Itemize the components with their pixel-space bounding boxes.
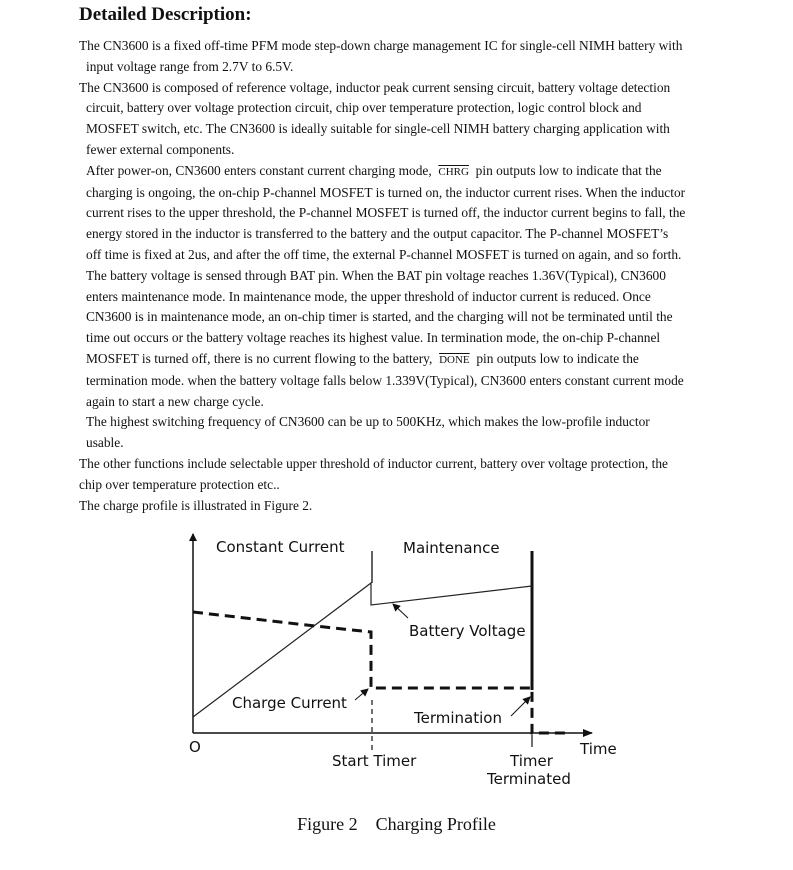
text-line: After power-on, CN3600 enters constant current charging mode, (86, 162, 432, 178)
text-line: The other functions include selectable upper threshold of inductor current, battery over voltage protection, the (79, 455, 668, 471)
text-line: input voltage range from 2.7V to 6.5V. (86, 58, 294, 74)
label-terminated: Terminated (487, 770, 571, 788)
text-line: The battery voltage is sensed through BAT pin. When the BAT pin voltage reaches 1.36V(Typical), CN3600 (86, 267, 666, 283)
text-line: The highest switching frequency of CN3600 can be up to 500KHz, which makes the low-profile inductor (86, 414, 650, 430)
text-line: fewer external components. (86, 141, 235, 157)
text-line: current rises to the upper threshold, the P-channel MOSFET is turned off, the inductor current begins to fall, the (86, 205, 686, 221)
text-line: The charge profile is illustrated in Figure 2. (79, 497, 313, 513)
label-time: Time (580, 740, 617, 758)
chrg-pin: CHRG (438, 165, 469, 178)
text-line: MOSFET switch, etc. The CN3600 is ideally suitable for single-cell NIMH battery charging application with (86, 121, 670, 137)
caption-number: Figure 2 (297, 814, 358, 834)
label-origin: O (189, 738, 201, 756)
label-start-timer: Start Timer (332, 752, 417, 770)
termination-pointer (511, 697, 530, 716)
text-line: usable. (86, 435, 124, 451)
text-line: pin outputs low to indicate that the (475, 162, 662, 178)
text-line: chip over temperature protection etc.. (79, 476, 280, 492)
battery-voltage-pointer (393, 604, 408, 618)
section-heading: Detailed Description: (79, 4, 252, 25)
text-line: The CN3600 is composed of reference voltage, inductor peak current sensing circuit, battery voltage detection (79, 79, 671, 95)
text-line: again to start a new charge cycle. (86, 393, 264, 409)
text-line: circuit, battery over voltage protection circuit, chip over temperature protection, logic control block and (86, 100, 642, 116)
label-termination: Termination (414, 709, 502, 727)
text-line: energy stored in the inductor is transferred to the battery and the output capacitor. The P-channel MOSFET’s (86, 226, 669, 242)
charge-current-pointer (355, 689, 368, 700)
text-line: pin outputs low to indicate the (476, 350, 639, 366)
text-line: off time is fixed at 2us, and after the off time, the external P-channel MOSFET is turned on again, and so forth. (86, 246, 682, 262)
label-battery-voltage: Battery Voltage (409, 622, 526, 640)
figure-caption (0, 814, 793, 835)
text-line: enters maintenance mode. In maintenance mode, the upper threshold of inductor current is reduced. Once (86, 288, 651, 304)
caption-title: Charging Profile (375, 814, 496, 834)
text-line: time out occurs or the battery voltage reaches its highest value. In termination mode, the on-chip P-channel (86, 330, 661, 346)
text-line: termination mode. when the battery voltage falls below 1.339V(Typical), CN3600 enters constant current mode (86, 372, 684, 388)
label-timer: Timer (510, 752, 553, 770)
text-line: CN3600 is in maintenance mode, an on-chip timer is started, and the charging will not be terminated until the (86, 309, 673, 325)
label-maintenance: Maintenance (403, 539, 500, 557)
text-line: The CN3600 is a fixed off-time PFM mode step-down charge management IC for single-cell NIMH battery with (79, 38, 683, 53)
done-pin: DONE (439, 353, 470, 366)
text-line: MOSFET is turned off, there is no current flowing to the battery, (86, 350, 433, 366)
label-charge-current: Charge Current (232, 694, 347, 712)
label-constant-current: Constant Current (216, 538, 345, 556)
text-line: charging is ongoing, the on-chip P-channel MOSFET is turned on, the inductor current rises. When the inductor (86, 184, 686, 200)
